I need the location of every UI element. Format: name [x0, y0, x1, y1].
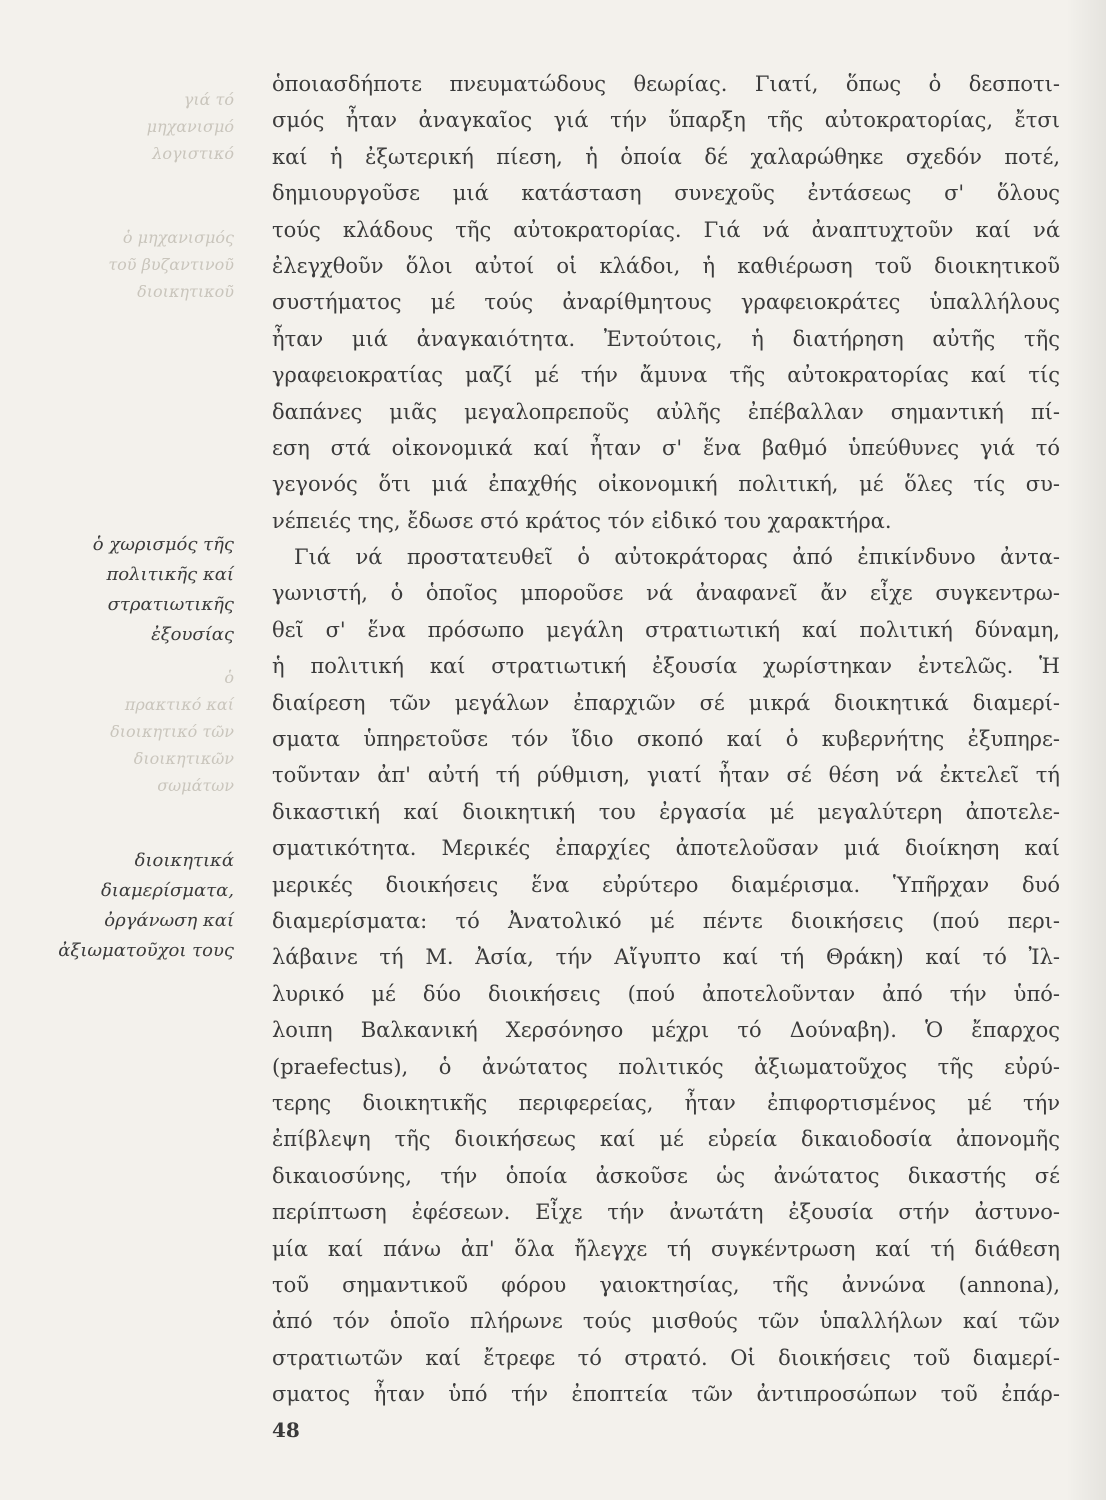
ghost-note-3: [34, 664, 234, 799]
text-line: γεγονός ὅτι μιά ἐπαχθής οἰκονομική πολιτική, μέ ὅλες τίς συ-: [272, 472, 1060, 497]
text-line: Γιά νά προστατευθεῖ ὁ αὐτοκράτορας ἀπό ἐπικίνδυνο ἀντα-: [294, 545, 1060, 570]
text-line: διαμερίσματα: τό Ἀνατολικό μέ πέντε διοικήσεις (πού περι-: [272, 908, 1060, 933]
ghost-note-line: ὁ: [224, 668, 234, 687]
ghost-note-line: λογιστικό: [152, 144, 234, 163]
page-number: 48: [272, 1418, 300, 1442]
ghost-note-line: σωμάτων: [157, 776, 234, 795]
text-line: λάβαινε τή Μ. Ἀσία, τήν Αἴγυπτο καί τή Θράκη) καί τό Ἰλ-: [272, 945, 1060, 970]
text-line: σματικότητα. Μερικές ἐπαρχίες ἀποτελοῦσαν μιά διοίκηση καί: [272, 836, 1060, 861]
text-line: τοῦνταν ἀπ' αὐτή τή ρύθμιση, γιατί ἦταν σέ θέση νά ἐκτελεῖ τή: [272, 763, 1060, 788]
ghost-note-line: μηχανισμό: [146, 117, 234, 136]
text-line: στρατιωτῶν καί ἔτρεφε τό στρατό. Οἱ διοικήσεις τοῦ διαμερί-: [272, 1345, 1060, 1370]
text-line: νέπειές της, ἔδωσε στό κράτος τόν εἰδικό του χαρακτήρα.: [272, 508, 892, 533]
text-line: μία καί πάνω ἀπ' ὅλα ἤλεγχε τή συγκέντρωση καί τή διάθεση: [272, 1236, 1060, 1261]
text-line: ἐπίβλεψη τῆς διοικήσεως καί μέ εὐρεία δικαιοδοσία ἀπονομῆς: [272, 1127, 1060, 1152]
text-line: ὁποιασδήποτε πνευματώδους θεωρίας. Γιατί, ὅπως ὁ δεσποτι-: [272, 72, 1060, 96]
margin-note-line: ὀργάνωση καί: [104, 910, 234, 931]
text-line: διαίρεση τῶν μεγάλων ἐπαρχιῶν σέ μικρά διοικητικά διαμερί-: [272, 690, 1060, 715]
text-line: εση στά οἰκονομικά καί ἦταν σ' ἕνα βαθμό ὑπεύθυνες γιά τό: [272, 435, 1060, 460]
ghost-note-line: ὁ μηχανισμός: [122, 228, 234, 247]
text-line: δημιουργοῦσε μιά κατάσταση συνεχοῦς ἐντάσεως σ' ὅλους: [272, 181, 1060, 206]
text-line: ἐλεγχθοῦν ὅλοι αὐτοί οἱ κλάδοι, ἡ καθιέρωση τοῦ διοικητικοῦ: [272, 253, 1060, 278]
text-line: γωνιστή, ὁ ὁποῖος μποροῦσε νά ἀναφανεῖ ἄν εἶχε συγκεντρω-: [272, 581, 1060, 606]
margin-notes: [0, 0, 240, 1500]
paragraph-2: [272, 539, 1060, 1412]
text-line: δαπάνες μιᾶς μεγαλοπρεποῦς αὐλῆς ἐπέβαλλαν σημαντική πί-: [272, 399, 1060, 424]
text-line: τούς κλάδους τῆς αὐτοκρατορίας. Γιά νά ἀναπτυχτοῦν καί νά: [272, 217, 1060, 242]
margin-note-line: ἐξουσίας: [151, 624, 234, 645]
text-line: ἦταν μιά ἀναγκαιότητα. Ἐντούτοις, ἡ διατήρηση αὐτῆς τῆς: [272, 326, 1060, 351]
text-line: μερικές διοικήσεις ἕνα εὐρύτερο διαμέρισμα. Ὑπῆρχαν δυό: [272, 872, 1060, 897]
ghost-note-1: [34, 86, 234, 167]
text-line: καί ἡ ἐξωτερική πίεση, ἡ ὁποία δέ χαλαρώθηκε σχεδόν ποτέ,: [272, 144, 1060, 169]
ghost-note-2: [34, 224, 234, 305]
paragraph-1: [272, 66, 1060, 539]
text-line: περίπτωση ἐφέσεων. Εἶχε τήν ἀνωτάτη ἐξουσία στήν ἀστυνο-: [272, 1200, 1060, 1225]
text-line: συστήματος μέ τούς ἀναρίθμητους γραφειοκράτες ὑπαλλήλους: [272, 290, 1060, 315]
text-line: τερης διοικητικῆς περιφερείας, ἦταν ἐπιφορτισμένος μέ τήν: [272, 1090, 1060, 1115]
ghost-note-line: τοῦ βυζαντινοῦ: [108, 255, 234, 274]
margin-note-separation: [34, 530, 234, 650]
margin-note-line: ἀξιωματοῦχοι τους: [58, 940, 234, 961]
main-text: [272, 66, 1060, 1412]
margin-note-line: διαμερίσματα,: [100, 880, 234, 901]
text-line: γραφειοκρατίας μαζί μέ τήν ἄμυνα τῆς αὐτοκρατορίας καί τίς: [272, 363, 1060, 388]
text-line: (praefectus), ὁ ἀνώτατος πολιτικός ἀξιωματοῦχος τῆς εὐρύ-: [272, 1054, 1060, 1079]
text-line: σματος ἦταν ὑπό τήν ἐποπτεία τῶν ἀντιπροσώπων τοῦ ἐπάρ-: [272, 1382, 1060, 1407]
ghost-note-line: διοικητικῶν: [133, 749, 234, 768]
margin-note-divisions: [34, 846, 234, 966]
margin-note-line: ὁ χωρισμός τῆς: [92, 534, 234, 555]
text-line: δικαστική καί διοικητική του ἐργασία μέ μεγαλύτερη ἀποτελε-: [272, 799, 1060, 824]
text-line: σμός ἦταν ἀναγκαῖος γιά τήν ὕπαρξη τῆς αὐτοκρατορίας, ἔτσι: [272, 108, 1060, 133]
text-line: ἡ πολιτική καί στρατιωτική ἐξουσία χωρίστηκαν ἐντελῶς. Ἡ: [272, 654, 1060, 679]
text-line: δικαιοσύνης, τήν ὁποία ἀσκοῦσε ὡς ἀνώτατος δικαστής σέ: [272, 1163, 1060, 1188]
ghost-note-line: πρακτικό καί: [124, 695, 234, 714]
text-line: ἀπό τόν ὁποῖο πλήρωνε τούς μισθούς τῶν ὑπαλλήλων καί τῶν: [272, 1309, 1060, 1334]
page-edge-shadow: [1066, 0, 1106, 1500]
ghost-note-line: διοικητικό τῶν: [110, 722, 234, 741]
ghost-note-line: διοικητικοῦ: [137, 282, 234, 301]
margin-note-line: στρατιωτικῆς: [107, 594, 234, 615]
text-line: λυρικό μέ δύο διοικήσεις (πού ἀποτελοῦνταν ἀπό τήν ὑπό-: [272, 981, 1060, 1006]
margin-note-line: διοικητικά: [134, 850, 234, 871]
text-line: σματα ὑπηρετοῦσε τόν ἴδιο σκοπό καί ὁ κυβερνήτης ἐξυπηρε-: [272, 727, 1060, 752]
ghost-note-line: γιά τό: [183, 90, 234, 109]
text-line: θεῖ σ' ἕνα πρόσωπο μεγάλη στρατιωτική καί πολιτική δύναμη,: [272, 617, 1060, 642]
text-line: λοιπη Βαλκανική Χερσόνησο μέχρι τό Δούναβη). Ὁ ἔπαρχος: [272, 1018, 1060, 1043]
text-line: τοῦ σημαντικοῦ φόρου γαιοκτησίας, τῆς ἀννώνα (annona),: [272, 1272, 1060, 1297]
margin-note-line: πολιτικῆς καί: [106, 564, 234, 585]
